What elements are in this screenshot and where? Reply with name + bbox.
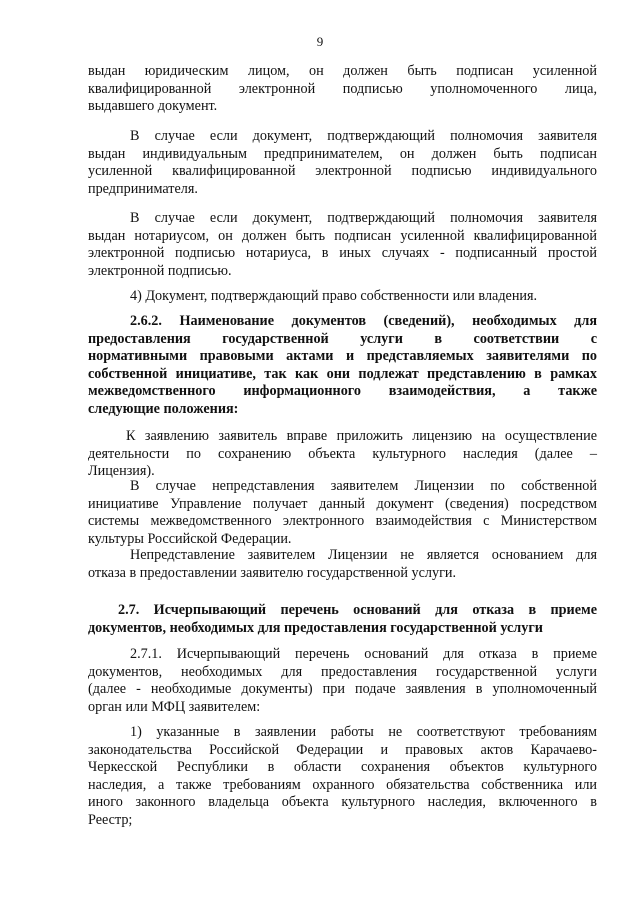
text-line: предоставления государственной услуги в соответствии с: [88, 330, 597, 347]
section-heading: [88, 313, 597, 419]
text-line: собственной инициативе, так как они подлежат представлению в рамках: [88, 365, 597, 382]
text-line: выдавшего документ.: [88, 98, 218, 115]
text-line: выдан нотариусом, он должен быть подписан усиленной квалифицированной: [88, 227, 597, 244]
text-line: В случае если документ, подтверждающий полномочия заявителя: [130, 210, 597, 226]
text-line: системы межведомственного электронного взаимодействия с Министерством: [88, 513, 597, 530]
text-line: выдан юридическим лицом, он должен быть подписан усиленной: [88, 63, 597, 79]
text-line: К заявлению заявитель вправе приложить лицензию на осуществление: [126, 428, 597, 444]
text-line: Черкесской Республики в области сохранения объектов культурного: [88, 759, 597, 776]
text-line: документов, необходимых для предоставления государственной услуги: [88, 663, 597, 680]
text-line: нормативными правовыми актами и представляемых заявителями по: [88, 348, 597, 365]
text-line: наследия, а также требованиям охранного обязательства собственника или: [88, 776, 597, 793]
paragraph: [88, 128, 597, 198]
text-line: усиленной квалифицированной электронной подписью индивидуального: [88, 163, 597, 180]
text-line: электронной подписью.: [88, 262, 232, 279]
text-line: иного законного владельца объекта культурного наследия, включенного в: [88, 794, 597, 811]
text-line: межведомственного информационного взаимодействия, а также: [88, 383, 597, 400]
text-line: (далее - необходимые документы) при подаче заявления в уполномоченный: [88, 681, 597, 698]
text-line: 2.7. Исчерпывающий перечень оснований для отказа в приеме: [118, 602, 597, 618]
text-line: отказа в предоставлении заявителю государственной услуги.: [88, 564, 457, 581]
text-line: культуры Российской Федерации.: [88, 530, 292, 547]
paragraph: [88, 646, 597, 716]
paragraph: [88, 724, 597, 830]
paragraph: [88, 478, 597, 548]
paragraph: [88, 288, 597, 306]
text-line: деятельности по сохранению объекта культурного наследия (далее –: [88, 445, 597, 462]
text-line: 4) Документ, подтверждающий право собственности или владения.: [130, 288, 538, 304]
text-line: В случае если документ, подтверждающий полномочия заявителя: [130, 128, 597, 144]
text-line: орган или МФЦ заявителем:: [88, 698, 261, 715]
paragraph: [88, 63, 597, 116]
text-line: В случае непредставления заявителем Лицензии по собственной: [130, 478, 597, 494]
page-number: 9: [316, 34, 324, 49]
text-line: выдан индивидуальным предпринимателем, он должен быть подписан: [88, 145, 597, 162]
text-line: Непредставление заявителем Лицензии не является основанием для: [130, 547, 597, 563]
text-line: предпринимателя.: [88, 180, 198, 197]
section-heading: [88, 602, 597, 637]
paragraph: [88, 428, 597, 481]
text-line: Лицензия).: [88, 463, 155, 480]
text-line: квалифицированной электронной подписью уполномоченного лица,: [88, 80, 597, 97]
text-line: инициативе Управление получает данный документ (сведения) посредством: [88, 495, 597, 512]
text-line: законодательства Российской Федерации и правовых актов Карачаево-: [88, 741, 597, 758]
text-line: документов, необходимых для предоставления государственной услуги: [88, 619, 543, 636]
paragraph: [88, 547, 597, 582]
text-line: 2.6.2. Наименование документов (сведений), необходимых для: [130, 313, 597, 329]
text-line: Реестр;: [88, 811, 133, 828]
text-line: следующие положения:: [88, 400, 239, 417]
paragraph: [88, 210, 597, 280]
text-line: электронной подписью нотариуса, в иных случаях - подписанный простой: [88, 245, 597, 262]
text-line: 2.7.1. Исчерпывающий перечень оснований для отказа в приеме: [130, 646, 597, 662]
text-line: 1) указанные в заявлении работы не соответствуют требованиям: [130, 724, 597, 740]
